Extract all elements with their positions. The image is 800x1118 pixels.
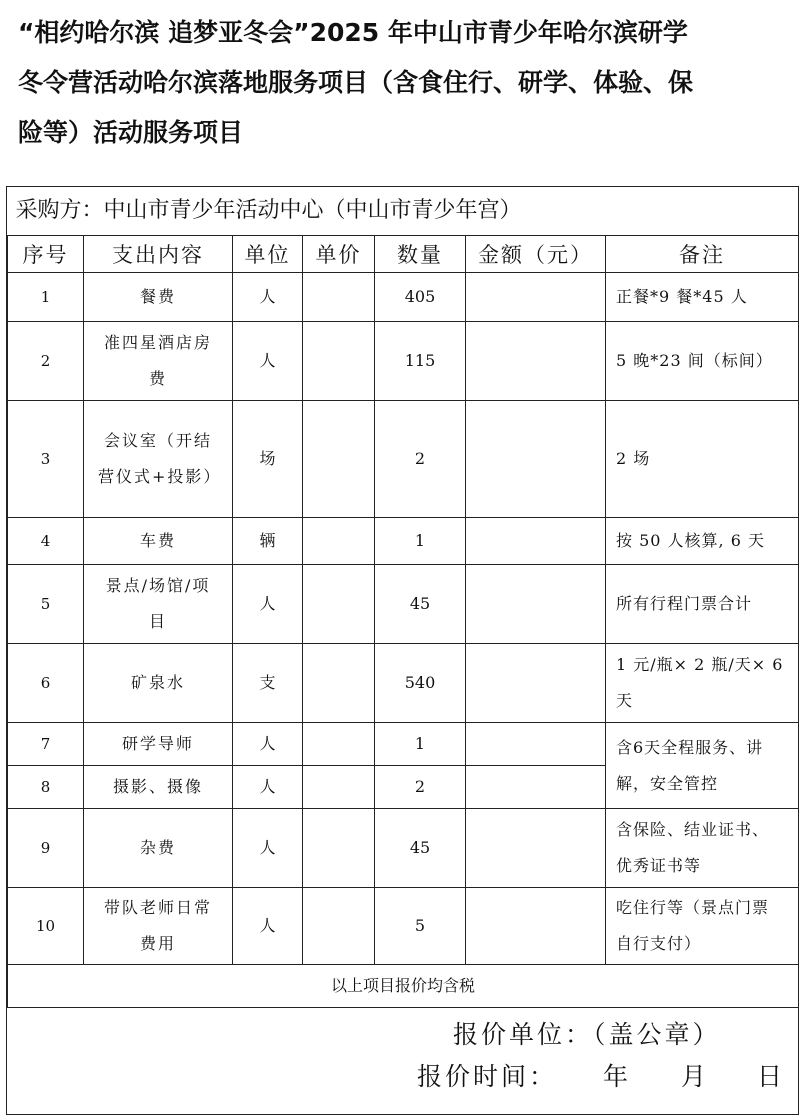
table-header <box>8 236 799 273</box>
cell-content: 会议室（开结营仪式+投影） <box>84 401 233 518</box>
tax-note: 以上项目报价均含税 <box>8 965 799 1008</box>
cell-qty: 5 <box>375 888 466 965</box>
cell-qty: 45 <box>375 809 466 888</box>
cell-qty: 2 <box>375 401 466 518</box>
header-unit: 单位 <box>233 236 303 273</box>
cell-amount[interactable] <box>466 401 606 518</box>
cell-note: 正餐*9 餐*45 人 <box>606 273 799 322</box>
cell-content: 餐费 <box>84 273 233 322</box>
title-line-3: 险等）活动服务项目 <box>18 118 244 147</box>
cell-content: 研学导师 <box>84 723 233 766</box>
cell-content: 矿泉水 <box>84 644 233 723</box>
cell-amount[interactable] <box>466 565 606 644</box>
cell-seq: 4 <box>8 518 84 565</box>
cell-seq: 3 <box>8 401 84 518</box>
header-seq: 序号 <box>8 236 84 273</box>
header-amount: 金额（元） <box>466 236 606 273</box>
cell-price[interactable] <box>303 322 375 401</box>
cell-content: 摄影、摄像 <box>84 766 233 809</box>
cell-note: 含保险、结业证书、优秀证书等 <box>606 809 799 888</box>
cell-seq: 8 <box>8 766 84 809</box>
cell-note: 按 50 人核算, 6 天 <box>606 518 799 565</box>
cell-seq: 5 <box>8 565 84 644</box>
cell-amount[interactable] <box>466 766 606 809</box>
cell-amount[interactable] <box>466 723 606 766</box>
table-row <box>8 565 799 644</box>
cell-note-merged: 含6天全程服务、讲解，安全管控 <box>606 723 799 809</box>
table-row <box>8 723 799 766</box>
cell-price[interactable] <box>303 888 375 965</box>
cell-unit: 人 <box>233 888 303 965</box>
cell-note: 吃住行等（景点门票自行支付） <box>606 888 799 965</box>
cell-seq: 10 <box>8 888 84 965</box>
header-note: 备注 <box>606 236 799 273</box>
title-line-1: “相约哈尔滨 追梦亚冬会”2025 年中山市青少年哈尔滨研学 <box>18 18 688 47</box>
cell-price[interactable] <box>303 565 375 644</box>
cell-unit: 人 <box>233 766 303 809</box>
header-qty: 数量 <box>375 236 466 273</box>
cell-price[interactable] <box>303 273 375 322</box>
cell-seq: 1 <box>8 273 84 322</box>
table-row <box>8 809 799 888</box>
table-row <box>8 518 799 565</box>
table-row <box>8 644 799 723</box>
cell-amount[interactable] <box>466 322 606 401</box>
document-title <box>18 8 794 158</box>
cell-unit: 人 <box>233 322 303 401</box>
cell-price[interactable] <box>303 766 375 809</box>
buyer-line: 采购方：中山市青少年活动中心（中山市青少年宫） <box>8 187 799 236</box>
cell-qty: 115 <box>375 322 466 401</box>
cell-price[interactable] <box>303 644 375 723</box>
quote-unit-label: 报价单位：（盖公章） <box>453 1020 721 1049</box>
title-line-2: 冬令营活动哈尔滨落地服务项目（含食住行、研学、体验、保 <box>18 68 694 97</box>
cell-seq: 2 <box>8 322 84 401</box>
quote-time-line <box>417 1057 785 1093</box>
cell-qty: 1 <box>375 518 466 565</box>
day-label: 日 <box>757 1062 786 1091</box>
cell-qty: 405 <box>375 273 466 322</box>
cell-note: 5 晚*23 间（标间） <box>606 322 799 401</box>
cell-amount[interactable] <box>466 518 606 565</box>
header-content: 支出内容 <box>84 236 233 273</box>
cell-qty: 2 <box>375 766 466 809</box>
table-row <box>8 888 799 965</box>
cell-price[interactable] <box>303 809 375 888</box>
cell-note: 所有行程门票合计 <box>606 565 799 644</box>
cell-content: 杂费 <box>84 809 233 888</box>
cell-note: 2 场 <box>606 401 799 518</box>
cell-price[interactable] <box>303 401 375 518</box>
cell-unit: 场 <box>233 401 303 518</box>
quote-sheet <box>6 186 799 1115</box>
table-row <box>8 401 799 518</box>
cell-qty: 540 <box>375 644 466 723</box>
cell-amount[interactable] <box>466 809 606 888</box>
cell-price[interactable] <box>303 518 375 565</box>
cell-unit: 人 <box>233 273 303 322</box>
cell-seq: 7 <box>8 723 84 766</box>
cell-content: 带队老师日常费用 <box>84 888 233 965</box>
cell-qty: 1 <box>375 723 466 766</box>
cell-unit: 人 <box>233 565 303 644</box>
cell-qty: 45 <box>375 565 466 644</box>
cell-note: 1 元/瓶× 2 瓶/天× 6 天 <box>606 644 799 723</box>
cell-amount[interactable] <box>466 888 606 965</box>
cell-seq: 9 <box>8 809 84 888</box>
table-row <box>8 273 799 322</box>
cell-amount[interactable] <box>466 273 606 322</box>
cell-unit: 人 <box>233 809 303 888</box>
quote-table <box>7 187 799 1008</box>
quote-time-label: 报价时间： <box>417 1062 558 1091</box>
cell-unit: 人 <box>233 723 303 766</box>
header-price: 单价 <box>303 236 375 273</box>
cell-unit: 支 <box>233 644 303 723</box>
cell-seq: 6 <box>8 644 84 723</box>
cell-content: 准四星酒店房费 <box>84 322 233 401</box>
cell-price[interactable] <box>303 723 375 766</box>
cell-content: 车费 <box>84 518 233 565</box>
year-label: 年 <box>603 1062 632 1091</box>
cell-amount[interactable] <box>466 644 606 723</box>
cell-content: 景点/场馆/项目 <box>84 565 233 644</box>
cell-unit: 辆 <box>233 518 303 565</box>
table-row <box>8 322 799 401</box>
month-label: 月 <box>681 1062 710 1091</box>
